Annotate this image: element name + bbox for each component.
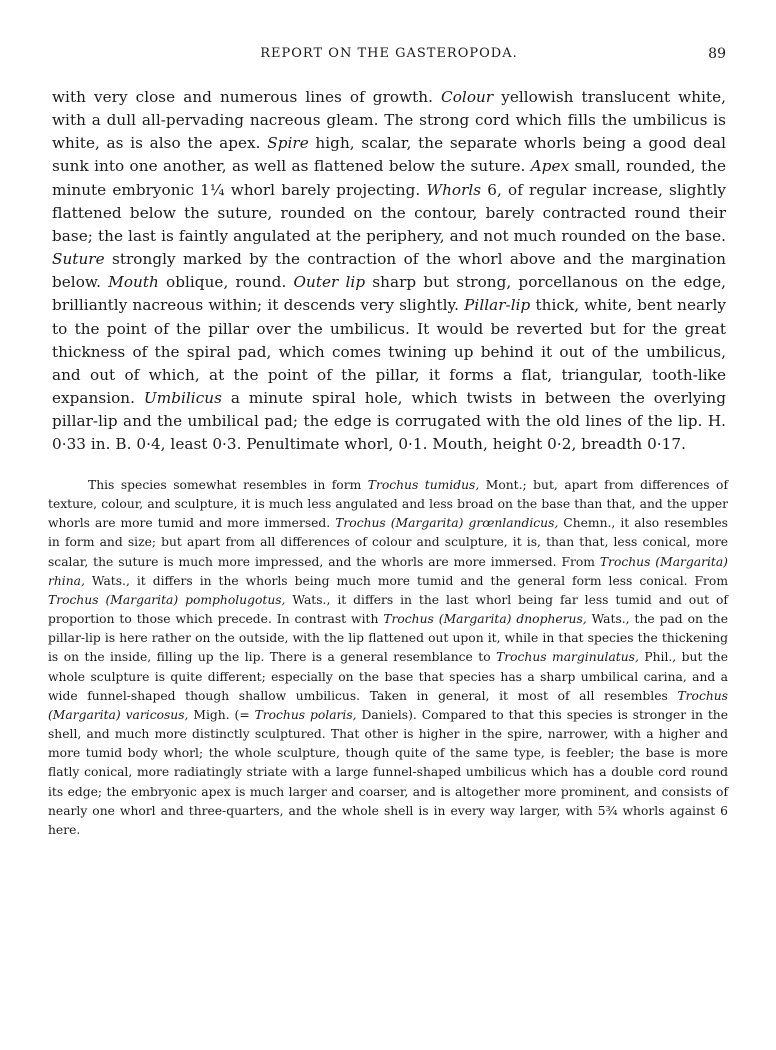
description-text: yellowish translucent white, with a dull all-pervading nacreous gleam. The strong cord which fills the umbilicus is white, as is also the apex. xyxy=(52,88,727,153)
species-name: Trochus (Margarita) pompholugotus, xyxy=(48,592,286,607)
remarks-text: Phil., but the whole sculpture is quite different; especially on the base that species has a sharp umbilical carina, and a wide funnel-shaped though shallow umbilicus. Taken in general, it most of all resembles xyxy=(48,650,728,703)
description-text: thick, white, bent nearly to the point of the pillar over the umbilicus. It would be reverted but for the great thickness of the spiral pad, which comes twining up behind it out of the umbilicus, and out of which, at the point of the pillar, it forms a flat, triangular, tooth-like expansion. xyxy=(52,296,727,408)
term-whorls: Whorls xyxy=(426,180,482,199)
page-number: 89 xyxy=(708,46,726,62)
remarks-text: Daniels). Compared to that this species is stronger in the shell, and much more distinctly sculptured. That other is higher in the spire, narrower, with a higher and more tumid body whorl; the whole sculpture, though quite of the same type, is feebler; the base is more flatly conical, more radiatingly striate with a large funnel-shaped umbilicus which has a double cord round its edge; the embryonic apex is much larger and coarser, and is altogether more prominent, and consists of nearly one whorl and three-quarters, and the whole shell is in every way larger, with 5¾ whorls against 6 here. xyxy=(48,707,729,837)
description-text: strongly marked by the contraction of the whorl above and the margination below. xyxy=(52,250,726,292)
description-text: high, scalar, the separate whorls being a good deal sunk into one another, as well as flattened below the suture. xyxy=(52,134,726,176)
term-spire: Spire xyxy=(267,134,309,153)
term-outer-lip: Outer lip xyxy=(293,273,366,292)
description-text: oblique, round. xyxy=(158,273,294,292)
remarks-text: Wats., the pad on the pillar-lip is here rather on the outside, with the lip flattened out upon it, while in that species the thickening is on the inside, filling up the lip. There is a general resemblance to xyxy=(48,612,728,665)
remarks-text: Migh. (= xyxy=(188,707,255,722)
remarks-text: This species somewhat resembles in form xyxy=(88,478,368,492)
term-colour: Colour xyxy=(441,88,494,106)
remarks-text: Mont.; but, apart from differences of texture, colour, and sculpture, it is much less angulated and less broad on the base than that, and the upper whorls are more tumid and more immersed. xyxy=(48,478,728,531)
description-text: small, rounded, the minute embryonic 1¼ whorl barely projecting. xyxy=(52,157,726,199)
description-text: a minute spiral hole, which twists in between the overlying pillar-lip and the umbilical pad; the edge is corrugated with the old lines of the lip. H. 0·33 in. B. 0·4, least 0·3. Penultimate whorl, 0·1. Mouth, height 0·2, breadth 0·17. xyxy=(52,389,726,454)
species-name: Trochus marginulatus, xyxy=(496,650,639,665)
remarks-paragraph xyxy=(48,476,728,840)
term-apex: Apex xyxy=(530,157,570,176)
term-umbilicus: Umbilicus xyxy=(143,389,222,408)
species-name: Trochus polaris, xyxy=(254,707,357,722)
species-name: Trochus (Margarita) rhina, xyxy=(48,554,728,588)
remarks-text: Wats., it differs in the whorls being much more tumid and the general form less conical. From xyxy=(84,573,728,588)
remarks-text: Chemn., it also resembles in form and size; but apart from all differences of colour and sculpture, it is, than that, less conical, more scalar, the suture is much more impressed, and the whorls are more immersed. From xyxy=(48,516,728,569)
page-header xyxy=(52,46,726,68)
species-name: Trochus (Margarita) dnopherus, xyxy=(383,612,587,627)
species-name: Trochus (Margarita) varicosus, xyxy=(48,688,728,722)
species-name: Trochus (Margarita) grœnlandicus, xyxy=(335,516,559,531)
description-text: sharp but strong, porcellanous on the edge, brilliantly nacreous within; it descends very slightly. xyxy=(52,273,726,315)
term-suture: Suture xyxy=(52,250,105,269)
description-text: 6, of regular increase, slightly flattened below the suture, rounded on the contour, barely contracted round their base; the last is faintly angulated at the periphery, and not much rounded on the base. xyxy=(52,180,726,245)
species-name: Trochus tumidus, xyxy=(367,478,480,492)
term-pillar-lip: Pillar-lip xyxy=(464,296,531,315)
running-title: REPORT ON THE GASTEROPODA. xyxy=(260,46,518,61)
term-mouth: Mouth xyxy=(108,273,159,292)
remarks-text: Wats., it differs in the last whorl being far less tumid and out of proportion to those which precede. In contrast with xyxy=(48,592,728,627)
description-text: with very close and numerous lines of growth. xyxy=(52,88,442,106)
shell-description-paragraph xyxy=(52,86,726,457)
